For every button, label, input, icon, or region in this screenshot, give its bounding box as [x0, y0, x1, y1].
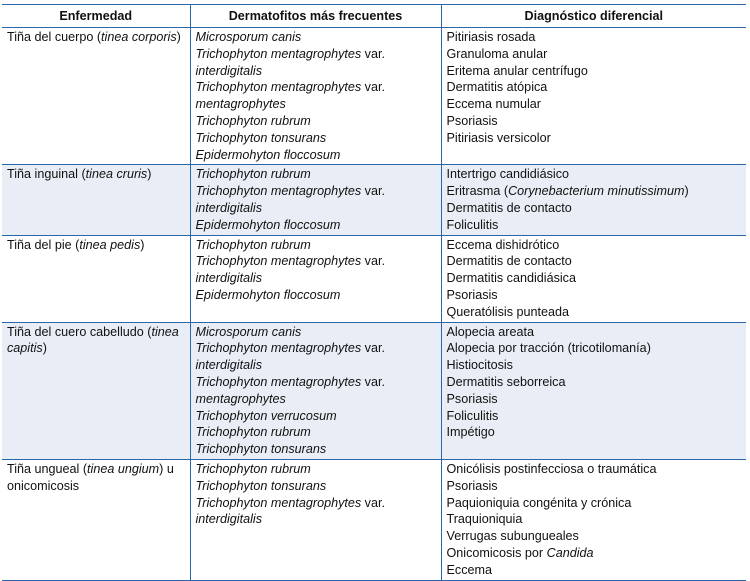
differential-line: Paquioniquia congénita y crónica	[446, 495, 632, 510]
header-differential: Diagnóstico diferencial	[441, 5, 746, 28]
dermatophyte-line: Microsporum canis	[195, 30, 302, 44]
dermatophyte-cell	[190, 235, 441, 322]
table-row	[2, 459, 746, 580]
dermatophyte-line: Trichophyton rubrum	[195, 167, 311, 182]
dermatophyte-cell	[190, 459, 441, 580]
differential-line: Dermatitis atópica	[446, 80, 548, 95]
dermatophyte-line: interdigitalis	[195, 358, 262, 373]
dermatophyte-cell	[190, 322, 441, 459]
differential-line: Queratólisis punteada	[446, 304, 570, 319]
table-row	[2, 322, 746, 459]
table-row	[2, 165, 746, 235]
differential-line: Foliculitis	[446, 408, 499, 423]
dermatophyte-line: Trichophyton mentagrophytes var.	[195, 46, 385, 61]
differential-line: Alopecia por tracción (tricotilomanía)	[446, 341, 651, 356]
disease-cell: Tiña inguinal (tinea cruris)	[2, 165, 190, 235]
dermatophyte-line: Epidermohyton floccosum	[195, 287, 341, 302]
differential-line: Alopecia areata	[446, 324, 535, 339]
dermatophyte-table	[2, 4, 746, 581]
disease-cell: Tiña del cuero cabelludo (tinea capitis)	[2, 322, 190, 459]
table-row	[2, 235, 746, 322]
differential-cell	[441, 28, 746, 165]
differential-line: Dermatitis candidiásica	[446, 271, 576, 286]
dermatophyte-line: Microsporum canis	[195, 324, 302, 339]
differential-line: Onicomicosis por Candida	[446, 545, 594, 560]
dermatophyte-line: Trichophyton mentagrophytes var.	[195, 254, 385, 269]
differential-line: Eritema anular centrífugo	[446, 63, 588, 78]
dermatophyte-line: interdigitalis	[195, 512, 262, 527]
differential-line: Granuloma anular	[446, 46, 548, 61]
header-disease: Enfermedad	[2, 5, 190, 28]
dermatophyte-line: Trichophyton rubrum	[195, 461, 311, 476]
header-row	[2, 5, 746, 28]
disease-cell: Tiña ungueal (tinea ungium) u onicomicosis	[2, 459, 190, 580]
dermatophyte-line: Trichophyton mentagrophytes var.	[195, 80, 385, 95]
differential-line: Eccema dishidrótico	[446, 237, 560, 252]
differential-line: Histiocitosis	[446, 358, 513, 373]
table-header	[2, 5, 746, 28]
dermatophyte-line: mentagrophytes	[195, 391, 286, 406]
differential-line: Dermatitis seborreica	[446, 374, 566, 389]
dermatophyte-line: Trichophyton mentagrophytes var.	[195, 495, 385, 510]
dermatophyte-cell	[190, 28, 441, 165]
differential-line: Traquioniquia	[446, 512, 523, 527]
differential-line: Psoriasis	[446, 287, 498, 302]
differential-line: Dermatitis de contacto	[446, 254, 572, 269]
differential-line: Dermatitis de contacto	[446, 200, 572, 215]
dermatophyte-line: Trichophyton tonsurans	[195, 478, 327, 493]
dermatophyte-line: Trichophyton rubrum	[195, 237, 311, 252]
differential-line: Onicólisis postinfecciosa o traumática	[446, 461, 657, 476]
differential-line: Impétigo	[446, 425, 495, 440]
disease-cell: Tiña del pie (tinea pedis)	[2, 235, 190, 322]
table-body	[2, 28, 746, 581]
disease-cell: Tiña del cuerpo (tinea corporis)	[2, 28, 190, 165]
dermatophyte-line: Trichophyton mentagrophytes var.	[195, 184, 385, 199]
dermatophyte-line: Epidermohyton floccosum	[195, 147, 341, 162]
dermatophyte-line: Trichophyton rubrum	[195, 113, 311, 128]
differential-line: Eccema numular	[446, 97, 541, 112]
differential-cell	[441, 459, 746, 580]
differential-line: Verrugas subungueales	[446, 529, 579, 544]
differential-cell	[441, 322, 746, 459]
differential-line: Psoriasis	[446, 478, 498, 493]
differential-cell	[441, 235, 746, 322]
dermatophyte-line: Epidermohyton floccosum	[195, 217, 341, 232]
dermatophyte-line: Trichophyton rubrum	[195, 425, 311, 440]
differential-cell	[441, 165, 746, 235]
dermatophyte-line: Trichophyton mentagrophytes var.	[195, 341, 385, 356]
differential-line: Pitiriasis rosada	[446, 30, 536, 44]
dermatophyte-line: interdigitalis	[195, 271, 262, 286]
dermatophyte-line: Trichophyton tonsurans	[195, 442, 327, 457]
dermatophyte-line: interdigitalis	[195, 63, 262, 78]
table-row	[2, 28, 746, 165]
differential-line: Psoriasis	[446, 113, 498, 128]
differential-line: Foliculitis	[446, 217, 499, 232]
header-dermatophytes: Dermatofitos más frecuentes	[190, 5, 441, 28]
differential-line: Pitiriasis versicolor	[446, 130, 551, 145]
dermatophyte-line: Trichophyton tonsurans	[195, 130, 327, 145]
dermatophyte-line: Trichophyton mentagrophytes var.	[195, 374, 385, 389]
dermatophyte-line: Trichophyton verrucosum	[195, 408, 337, 423]
dermatophyte-line: mentagrophytes	[195, 97, 286, 112]
dermatophyte-cell	[190, 165, 441, 235]
dermatophyte-line: interdigitalis	[195, 200, 262, 215]
differential-line: Eritrasma (Corynebacterium minutissimum)	[446, 184, 689, 199]
differential-line: Psoriasis	[446, 391, 498, 406]
differential-line: Intertrigo candidiásico	[446, 167, 570, 182]
differential-line: Eccema	[446, 562, 492, 577]
